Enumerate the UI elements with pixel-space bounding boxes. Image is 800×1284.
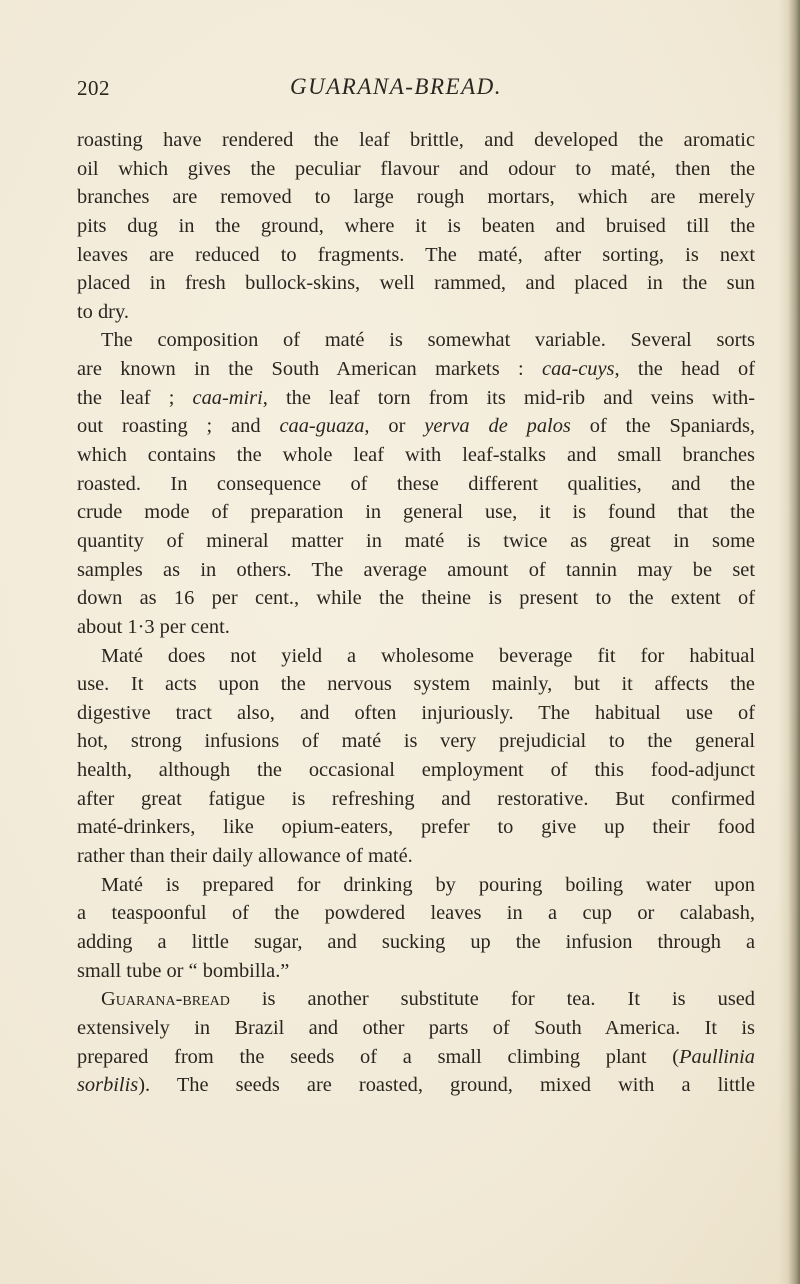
text-line: pits dug in the ground, where it is beaten and bruised till the: [77, 214, 755, 237]
text-line: maté-drinkers, like opium-eaters, prefer to give up their food: [77, 816, 755, 839]
text-line: prepared from the seeds of a small climbing plant (Paullinia: [77, 1045, 755, 1068]
text-line: oil which gives the peculiar flavour and odour to maté, then the: [77, 157, 755, 180]
text-line: use. It acts upon the nervous system mainly, but it affects the: [77, 673, 755, 696]
text-line: down as 16 per cent., while the theine is present to the extent of: [77, 587, 755, 610]
text-line: small tube or “ bombilla.”: [77, 959, 290, 982]
text-line: out roasting ; and caa-guaza, or yerva de palos of the Spaniards,: [77, 415, 755, 438]
page-number: 202: [77, 76, 110, 100]
text-line: to dry.: [77, 300, 129, 323]
text-line: branches are removed to large rough mortars, which are merely: [77, 186, 755, 209]
text-line: leaves are reduced to fragments. The maté, after sorting, is next: [77, 243, 755, 266]
text-line: Maté does not yield a wholesome beverage fit for habitual: [101, 644, 755, 667]
text-line: Maté is prepared for drinking by pouring boiling water upon: [101, 873, 755, 896]
text-line: which contains the whole leaf with leaf-stalks and small branches: [77, 444, 755, 467]
term-guarana-bread: Guarana-bread: [101, 988, 230, 1011]
text-line: health, although the occasional employment of this food-adjunct: [77, 759, 755, 782]
text-line: roasted. In consequence of these different qualities, and the: [77, 472, 755, 495]
page-edge-shadow: [778, 0, 800, 1284]
text-line: extensively in Brazil and other parts of South America. It is: [77, 1016, 755, 1039]
text-line: about 1·3 per cent.: [77, 615, 230, 638]
text-line: rather than their daily allowance of maté.: [77, 845, 413, 868]
text-line: samples as in others. The average amount of tannin may be set: [77, 558, 755, 581]
text-line: placed in fresh bullock-skins, well rammed, and placed in the sun: [77, 272, 755, 295]
text-line: crude mode of preparation in general use, it is found that the: [77, 501, 755, 524]
text-line: hot, strong infusions of maté is very prejudicial to the general: [77, 730, 755, 753]
text-line: are known in the South American markets : caa-cuys, the head of: [77, 358, 756, 381]
text-line: Guarana-bread is another substitute for tea. It is used: [101, 988, 755, 1011]
text-line: quantity of mineral matter in maté is twice as great in some: [77, 529, 755, 552]
running-head: GUARANA-BREAD.: [290, 74, 502, 99]
body-text: [77, 126, 755, 1100]
text-line: digestive tract also, and often injuriously. The habitual use of: [77, 701, 755, 724]
text-line: adding a little sugar, and sucking up the infusion through a: [77, 930, 755, 953]
text-line: after great fatigue is refreshing and restorative. But confirmed: [77, 787, 755, 810]
text-line: the leaf ; caa-miri, the leaf torn from its mid-rib and veins with-: [77, 386, 755, 409]
text-line: sorbilis). The seeds are roasted, ground, mixed with a little: [77, 1074, 755, 1097]
text-line: roasting have rendered the leaf brittle, and developed the aromatic: [77, 129, 755, 151]
text-line: a teaspoonful of the powdered leaves in a cup or calabash,: [77, 902, 755, 925]
page-header: [0, 76, 800, 106]
text-line: The composition of maté is somewhat variable. Several sorts: [101, 329, 755, 352]
